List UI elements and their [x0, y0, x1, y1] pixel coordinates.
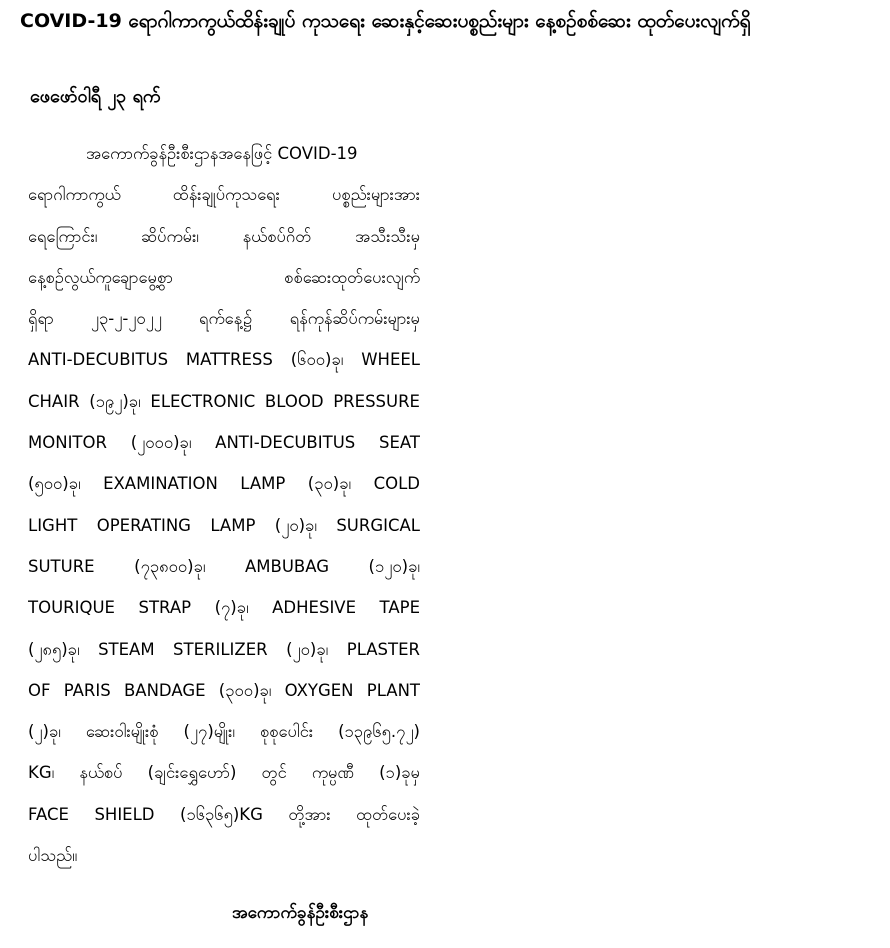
- body-line: (၅၀၀)ခု၊ EXAMINATION LAMP (၃၀)ခု၊ COLD: [28, 474, 420, 494]
- article-headline: COVID-19 ရောဂါကာကွယ်ထိန်းချုပ် ကုသရေး ဆေးနှင့်ဆေးပစ္စည်းများ နေ့စဉ်စစ်ဆေး ထုတ်ပေးလျက်ရှိ: [20, 10, 751, 32]
- article-body: [28, 133, 420, 876]
- body-line: ပါသည်။: [28, 846, 78, 866]
- body-line: ANTI-DECUBITUS MATTRESS (၆၀၀)ခု၊ WHEEL: [28, 350, 420, 370]
- article-date: ဖေဖော်ဝါရီ ၂၃ ရက်: [30, 86, 161, 107]
- body-line: LIGHT OPERATING LAMP (၂၀)ခု၊ SURGICAL: [28, 515, 420, 535]
- body-line: ရေကြောင်း၊ ဆိပ်ကမ်း၊ နယ်စပ်ဂိတ် အသီးသီးမှ: [28, 226, 420, 246]
- article-signature: အကောက်ခွန်ဦးစီးဌာန: [232, 903, 369, 923]
- body-line: TOURIQUE STRAP (၇)ခု၊ ADHESIVE TAPE: [28, 598, 420, 618]
- body-line: အကောက်ခွန်ဦးစီးဌာနအနေဖြင့် COVID-19: [86, 144, 358, 163]
- body-line: MONITOR (၂၀၀၀)ခု၊ ANTI-DECUBITUS SEAT: [28, 433, 420, 453]
- body-line: KG၊ နယ်စပ် (ချင်းရွှေဟော်) တွင် ကုမ္ပဏီ (၁)ခုမှ: [28, 763, 420, 783]
- body-line: (၂၈၅)ခု၊ STEAM STERILIZER (၂၀)ခု၊ PLASTER: [28, 639, 420, 659]
- body-line: CHAIR (၁၉၂)ခု၊ ELECTRONIC BLOOD PRESSURE: [28, 391, 420, 411]
- body-line: OF PARIS BANDAGE (၃၀၀)ခု၊ OXYGEN PLANT: [28, 680, 420, 700]
- body-line: (၂)ခု၊ ဆေးဝါးမျိုးစုံ (၂၇)မျိုး၊ စုစုပေါင်း (၁၃၉၆၅.၇၂): [28, 722, 420, 742]
- body-line: နေ့စဉ်လွယ်ကူချောမွေ့စွာ စစ်ဆေးထုတ်ပေးလျက်: [28, 267, 420, 287]
- body-line: SUTURE (၇၃၈၀၀)ခု၊ AMBUBAG (၁၂၀)ခု၊: [28, 556, 420, 576]
- body-line: ရောဂါကာကွယ် ထိန်းချုပ်ကုသရေး ပစ္စည်းများအား: [28, 185, 420, 205]
- body-line: FACE SHIELD (၁၆၃၆၅)KG တို့အား ထုတ်ပေးခဲ့: [28, 804, 420, 824]
- body-line: ရှိရာ ၂၃-၂-၂၀၂၂ ရက်နေ့၌ ရန်ကုန်ဆိပ်ကမ်းများမှ: [28, 309, 420, 329]
